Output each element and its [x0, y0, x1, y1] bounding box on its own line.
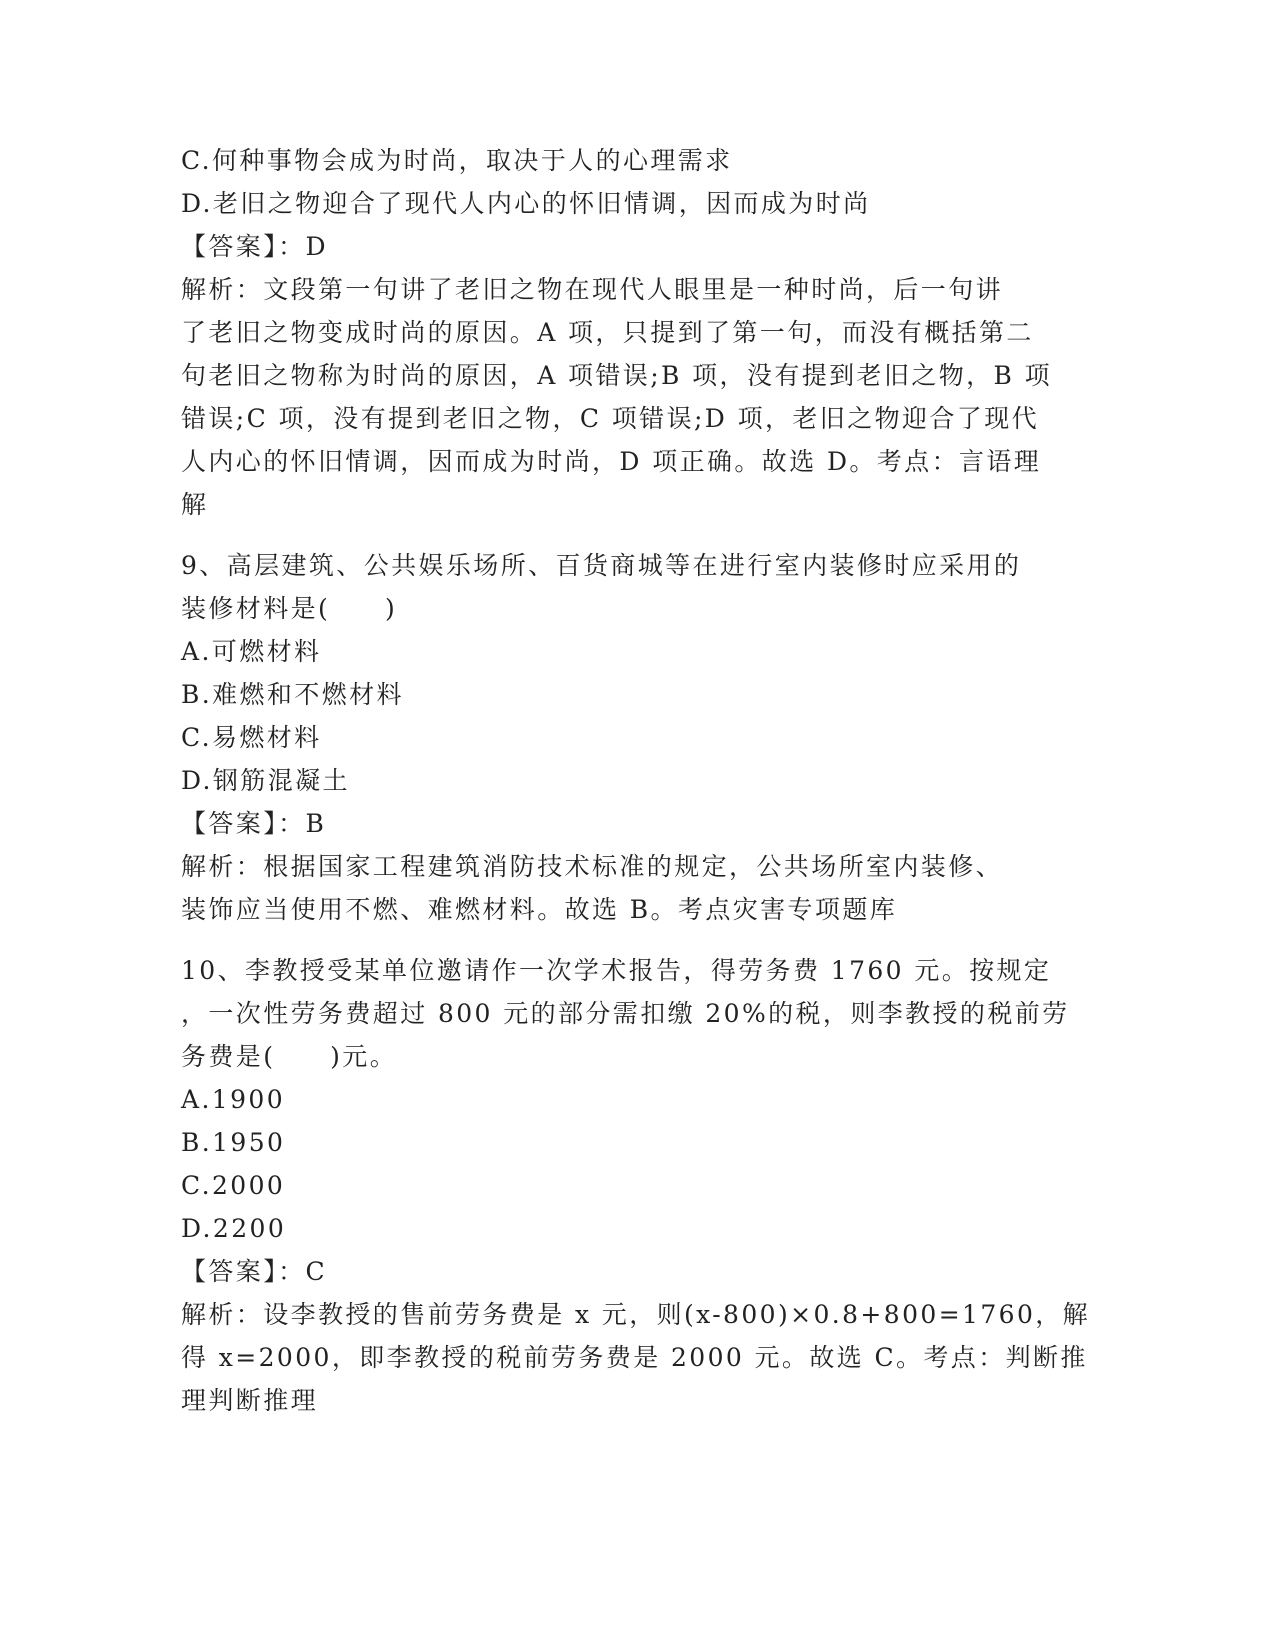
analysis-line: 人内心的怀旧情调，因而成为时尚，D 项正确。故选 D。考点：言语理: [181, 447, 1042, 476]
analysis-line: 解: [181, 490, 209, 519]
option-a: A.可燃材料: [181, 637, 322, 666]
option-a: A.1900: [181, 1085, 286, 1114]
analysis-line: 句老旧之物称为时尚的原因，A 项错误;B 项，没有提到老旧之物，B 项: [181, 361, 1053, 390]
document-page: [181, 139, 1091, 1422]
question-text: ，一次性劳务费超过 800 元的部分需扣缴 20%的税，则李教授的税前劳: [181, 999, 1070, 1028]
option-c: C.易燃材料: [181, 723, 322, 752]
option-d: D.2200: [181, 1214, 287, 1243]
option-c: C.何种事物会成为时尚，取决于人的心理需求: [181, 146, 733, 175]
option-c: C.2000: [181, 1171, 286, 1200]
answer-line: 【答案】：C: [181, 1257, 328, 1286]
answer-line: 【答案】：B: [181, 809, 327, 838]
question-text: 装修材料是( ): [181, 594, 398, 623]
analysis-line: 了老旧之物变成时尚的原因。A 项，只提到了第一句，而没有概括第二: [181, 318, 1034, 347]
question-10: [181, 949, 1091, 1422]
analysis-line: 理判断推理: [181, 1386, 319, 1415]
option-d: D.钢筋混凝土: [181, 766, 350, 795]
question-text: 务费是( )元。: [181, 1042, 398, 1071]
analysis-line: 解析：文段第一句讲了老旧之物在现代人眼里是一种时尚，后一句讲: [181, 275, 1004, 304]
question-9: [181, 544, 1086, 931]
question-8-tail: [181, 139, 1086, 526]
option-b: B.难燃和不燃材料: [181, 680, 404, 709]
question-text: 10、李教授受某单位邀请作一次学术报告，得劳务费 1760 元。按规定: [181, 956, 1052, 985]
analysis-line: 解析：设李教授的售前劳务费是 x 元，则(x-800)×0.8+800=1760，解: [181, 1300, 1091, 1329]
analysis-line: 得 x=2000，即李教授的税前劳务费是 2000 元。故选 C。考点：判断推: [181, 1343, 1088, 1372]
analysis-line: 解析：根据国家工程建筑消防技术标准的规定，公共场所室内装修、: [181, 852, 1004, 881]
analysis-line: 错误;C 项，没有提到老旧之物，C 项错误;D 项，老旧之物迎合了现代: [181, 404, 1039, 433]
answer-line: 【答案】：D: [181, 232, 328, 261]
option-d: D.老旧之物迎合了现代人内心的怀旧情调，因而成为时尚: [181, 189, 871, 218]
question-text: 9、高层建筑、公共娱乐场所、百货商城等在进行室内装修时应采用的: [181, 551, 1022, 580]
analysis-line: 装饰应当使用不燃、难燃材料。故选 B。考点灾害专项题库: [181, 895, 898, 924]
option-b: B.1950: [181, 1128, 286, 1157]
